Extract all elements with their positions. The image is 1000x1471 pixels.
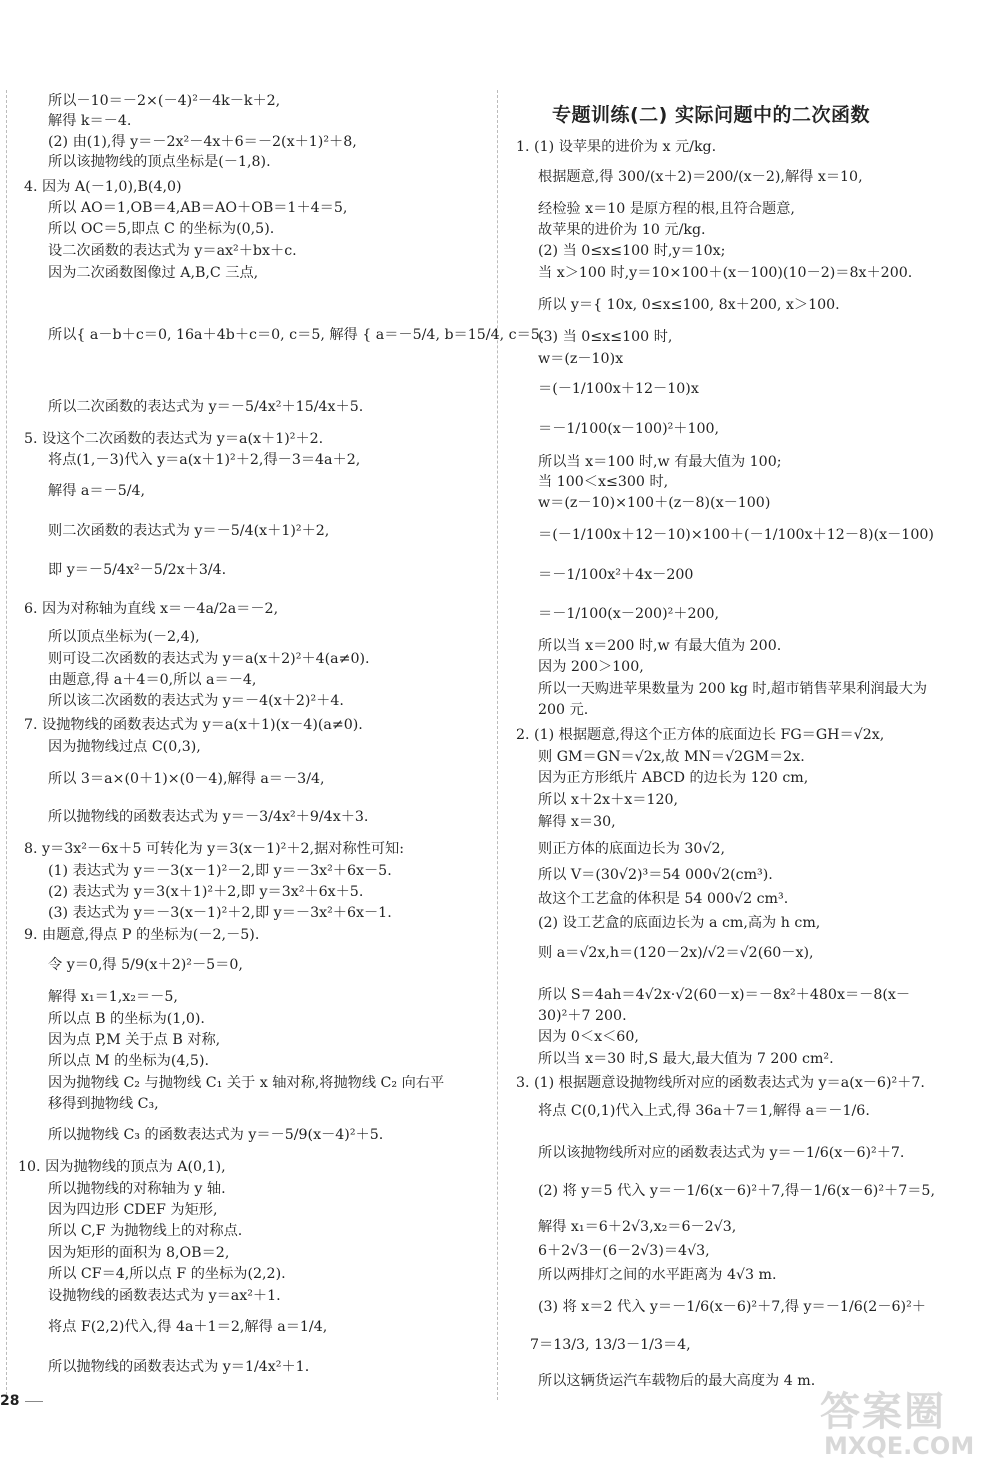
right-line: 所以当 x＝100 时,w 有最大值为 100; xyxy=(538,454,782,470)
right-line: ＝－1/100x²＋4x－200 xyxy=(538,567,694,583)
right-line: 所以该抛物线所对应的函数表达式为 y＝－1/6(x－6)²＋7. xyxy=(538,1145,905,1161)
watermark-url: MXQE.COM xyxy=(824,1432,975,1460)
left-line: 4. 因为 A(－1,0),B(4,0) xyxy=(24,179,182,195)
right-line: 则 GM＝GN＝√2x,故 MN＝√2GM＝2x. xyxy=(538,749,805,765)
right-line: 因为 200＞100, xyxy=(538,659,644,675)
right-line: 将点 C(0,1)代入上式,得 36a＋7＝1,解得 a＝－1/6. xyxy=(538,1103,870,1119)
left-line: 所以该二次函数的表达式为 y＝－4(x＋2)²＋4. xyxy=(48,693,344,709)
watermark xyxy=(820,1380,995,1465)
left-line: 所以－10＝－2×(－4)²－4k－k＋2, xyxy=(48,93,281,109)
left-line: 因为四边形 CDEF 为矩形, xyxy=(48,1202,218,1218)
right-line: 6＋2√3－(6－2√3)＝4√3, xyxy=(538,1243,710,1259)
right-line: 所以 S＝4ah＝4√2x·√2(60－x)＝－8x²＋480x＝－8(x－ xyxy=(538,987,911,1003)
right-line: (2) 当 0≤x≤100 时,y＝10x; xyxy=(538,243,726,259)
right-line: w＝(z－10)×100＋(z－8)(x－100) xyxy=(538,495,771,511)
left-line: 所以顶点坐标为(－2,4), xyxy=(48,629,200,645)
right-line: (3) 将 x＝2 代入 y＝－1/6(x－6)²＋7,得 y＝－1/6(2－6)²＋ xyxy=(538,1299,926,1315)
right-line: 30)²＋7 200. xyxy=(538,1008,627,1024)
left-line: 将点 F(2,2)代入,得 4a＋1＝2,解得 a＝1/4, xyxy=(48,1319,328,1335)
right-line: 经检验 x＝10 是原方程的根,且符合题意, xyxy=(538,201,795,217)
right-line: 所以 y＝{ 10x, 0≤x≤100, 8x＋200, x＞100. xyxy=(538,297,840,313)
left-line: 令 y＝0,得 5/9(x＋2)²－5＝0, xyxy=(48,957,243,973)
left-line: 解得 k＝－4. xyxy=(48,113,132,129)
left-line: 所以 AO＝1,OB＝4,AB＝AO＋OB＝1＋4＝5, xyxy=(48,200,348,216)
right-line: 因为 0＜x＜60, xyxy=(538,1029,639,1045)
left-line: 所以点 M 的坐标为(4,5). xyxy=(48,1053,210,1069)
left-line: 设二次函数的表达式为 y＝ax²＋bx＋c. xyxy=(48,243,297,259)
right-line: (2) 将 y＝5 代入 y＝－1/6(x－6)²＋7,得－1/6(x－6)²＋7＝5, xyxy=(538,1183,935,1199)
left-line: (3) 表达式为 y＝－3(x－1)²＋2,即 y＝－3x²＋6x－1. xyxy=(48,905,392,921)
left-line: 5. 设这个二次函数的表达式为 y＝a(x＋1)²＋2. xyxy=(24,431,324,447)
right-line: 解得 x＝30, xyxy=(538,814,616,830)
right-line: (3) 当 0≤x≤100 时, xyxy=(538,329,673,345)
right-line: 根据题意,得 300/(x＋2)＝200/(x－2),解得 x＝10, xyxy=(538,169,863,185)
left-line: 所以二次函数的表达式为 y＝－5/4x²＋15/4x＋5. xyxy=(48,399,364,415)
right-line: (2) 设工艺盒的底面边长为 a cm,高为 h cm, xyxy=(538,915,821,931)
right-line: 故苹果的进价为 10 元/kg. xyxy=(538,222,706,238)
left-line: 移得到抛物线 C₃, xyxy=(48,1096,159,1112)
left-line: 所以 CF＝4,所以点 F 的坐标为(2,2). xyxy=(48,1266,286,1282)
left-line: 6. 因为对称轴为直线 x＝－4a/2a＝－2, xyxy=(24,601,279,617)
right-line: 1. (1) 设苹果的进价为 x 元/kg. xyxy=(516,139,717,155)
left-line: 所以{ a－b＋c＝0, 16a＋4b＋c＝0, c＝5, 解得 { a＝－5/4, b＝15/4, c＝5. xyxy=(48,327,545,343)
left-line: 因为抛物线过点 C(0,3), xyxy=(48,739,201,755)
left-line: 设抛物线的函数表达式为 y＝ax²＋1. xyxy=(48,1288,281,1304)
right-line: 200 元. xyxy=(538,702,589,718)
left-line: 因为矩形的面积为 8,OB＝2, xyxy=(48,1245,230,1261)
left-line: 因为抛物线 C₂ 与抛物线 C₁ 关于 x 轴对称,将抛物线 C₂ 向右平 xyxy=(48,1075,445,1091)
left-line: 所以 C,F 为抛物线上的对称点. xyxy=(48,1223,243,1239)
left-line: (2) 表达式为 y＝3(x＋1)²＋2,即 y＝3x²＋6x＋5. xyxy=(48,884,364,900)
left-line: 所以抛物线的函数表达式为 y＝－3/4x²＋9/4x＋3. xyxy=(48,809,369,825)
page-number: 28 xyxy=(0,1393,43,1409)
left-line: 解得 a＝－5/4, xyxy=(48,483,146,499)
right-line: 则 a＝√2x,h＝(120－2x)/√2＝√2(60－x), xyxy=(538,945,814,961)
column-divider xyxy=(497,90,498,1400)
right-line: 当 100＜x≤300 时, xyxy=(538,474,669,490)
right-line: ＝(－1/100x＋12－10)×100＋(－1/100x＋12－8)(x－100) xyxy=(538,527,934,543)
left-line: 因为点 P,M 关于点 B 对称, xyxy=(48,1032,221,1048)
right-line: 则正方体的底面边长为 30√2, xyxy=(538,841,726,857)
left-margin-line xyxy=(6,90,7,1400)
right-line: 因为正方形纸片 ABCD 的边长为 120 cm, xyxy=(538,770,809,786)
right-line: 所以 V＝(30√2)³＝54 000√2(cm³). xyxy=(538,867,773,883)
left-line: 则二次函数的表达式为 y＝－5/4(x＋1)²＋2, xyxy=(48,523,330,539)
left-line: 则可设二次函数的表达式为 y＝a(x＋2)²＋4(a≠0). xyxy=(48,651,370,667)
left-line: 9. 由题意,得点 P 的坐标为(－2,－5). xyxy=(24,927,260,943)
right-line: w＝(z－10)x xyxy=(538,351,624,367)
section-title: 专题训练(二) 实际问题中的二次函数 xyxy=(552,104,870,126)
left-line: 所以抛物线的对称轴为 y 轴. xyxy=(48,1181,226,1197)
right-line: 7＝13/3, 13/3－1/3＝4, xyxy=(530,1337,691,1353)
right-line: ＝－1/100(x－100)²＋100, xyxy=(538,421,720,437)
left-line: 解得 x₁＝1,x₂＝－5, xyxy=(48,989,178,1005)
right-line: 所以当 x＝30 时,S 最大,最大值为 7 200 cm². xyxy=(538,1051,834,1067)
left-line: 因为二次函数图像过 A,B,C 三点, xyxy=(48,265,259,281)
left-line: 10. 因为抛物线的顶点为 A(0,1), xyxy=(18,1159,226,1175)
left-line: 所以 3＝a×(0＋1)×(0－4),解得 a＝－3/4, xyxy=(48,771,325,787)
right-line: 故这个工艺盒的体积是 54 000√2 cm³. xyxy=(538,891,789,907)
right-line: 所以当 x＝200 时,w 有最大值为 200. xyxy=(538,638,782,654)
left-line: 所以该抛物线的顶点坐标是(－1,8). xyxy=(48,154,271,170)
right-line: 当 x＞100 时,y＝10×100＋(x－100)(10－2)＝8x＋200. xyxy=(538,265,913,281)
left-line: 所以 OC＝5,即点 C 的坐标为(0,5). xyxy=(48,221,275,237)
left-line: 所以抛物线 C₃ 的函数表达式为 y＝－5/9(x－4)²＋5. xyxy=(48,1127,384,1143)
right-line: 3. (1) 根据题意设抛物线所对应的函数表达式为 y＝a(x－6)²＋7. xyxy=(516,1075,925,1091)
right-line: ＝(－1/100x＋12－10)x xyxy=(538,381,699,397)
right-line: 所以一天购进苹果数量为 200 kg 时,超市销售苹果利润最大为 xyxy=(538,681,928,697)
right-line: ＝－1/100(x－200)²＋200, xyxy=(538,606,720,622)
left-line: 所以抛物线的函数表达式为 y＝1/4x²＋1. xyxy=(48,1359,310,1375)
right-line: 所以两排灯之间的水平距离为 4√3 m. xyxy=(538,1267,777,1283)
left-line: (1) 表达式为 y＝－3(x－1)²－2,即 y＝－3x²＋6x－5. xyxy=(48,863,392,879)
left-line: (2) 由(1),得 y＝－2x²－4x＋6＝－2(x＋1)²＋8, xyxy=(48,134,357,150)
left-line: 8. y＝3x²－6x＋5 可转化为 y＝3(x－1)²＋2,据对称性可知: xyxy=(24,841,404,857)
left-line: 7. 设抛物线的函数表达式为 y＝a(x＋1)(x－4)(a≠0). xyxy=(24,717,363,733)
right-line: 2. (1) 根据题意,得这个正方体的底面边长 FG＝GH＝√2x, xyxy=(516,727,885,743)
left-line: 所以点 B 的坐标为(1,0). xyxy=(48,1011,205,1027)
left-line: 即 y＝－5/4x²－5/2x＋3/4. xyxy=(48,562,227,578)
left-line: 将点(1,－3)代入 y＝a(x＋1)²＋2,得－3＝4a＋2, xyxy=(48,452,361,468)
left-line: 由题意,得 a＋4＝0,所以 a＝－4, xyxy=(48,672,257,688)
right-line: 所以 x＋2x＋x＝120, xyxy=(538,792,679,808)
watermark-text: 答案圈 xyxy=(820,1389,946,1435)
right-line: 所以这辆货运汽车载物后的最大高度为 4 m. xyxy=(538,1373,816,1389)
right-line: 解得 x₁＝6＋2√3,x₂＝6－2√3, xyxy=(538,1219,737,1235)
